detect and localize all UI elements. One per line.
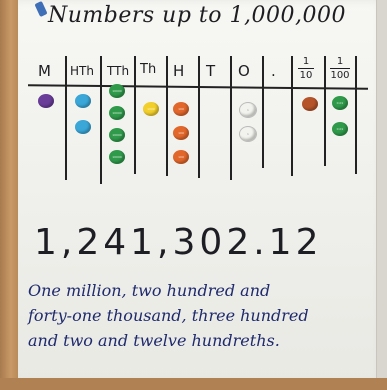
place-value-counter: 100: [173, 150, 189, 164]
place-value-counter: 0.01: [332, 122, 348, 136]
column-header-decimal-point: .: [271, 62, 276, 80]
column-header-o: O: [238, 62, 250, 80]
place-value-counter: [75, 120, 91, 134]
place-value-counter: 10000: [109, 128, 125, 142]
column-header-hundredths: [330, 56, 350, 81]
column-header-th: Th: [140, 62, 157, 77]
place-value-counter: 1: [239, 102, 257, 118]
place-value-counter: 1000: [143, 102, 159, 116]
place-value-counter: 10000: [109, 84, 125, 98]
tenths-denominator: 10: [299, 70, 313, 81]
place-value-counter: [38, 94, 54, 108]
wooden-frame-bottom: [0, 378, 387, 390]
hundredths-denominator: 100: [330, 70, 350, 81]
wooden-frame-left: [0, 0, 18, 390]
place-value-counter: 0.01: [332, 96, 348, 110]
place-value-counter: [75, 94, 91, 108]
column-divider: [291, 56, 293, 176]
column-header-hth: HTh: [70, 64, 94, 78]
column-divider: [134, 56, 136, 174]
column-divider: [230, 56, 232, 180]
column-divider: [65, 56, 67, 180]
column-divider: [100, 56, 102, 184]
words-line: and two and twelve hundreths.: [28, 331, 280, 350]
column-header-h: H: [173, 62, 185, 80]
tenths-numerator: 1: [302, 56, 310, 67]
column-divider: [324, 56, 326, 166]
written-number: 1,241,302.12: [34, 222, 323, 263]
place-value-counter: 100: [173, 126, 189, 140]
poster-title: Numbers up to 1,000,000: [48, 3, 346, 28]
column-header-tenths: [298, 56, 314, 81]
column-divider: [262, 56, 264, 168]
place-value-counter: [302, 97, 318, 111]
column-header-t: T: [206, 62, 216, 80]
column-header-tth: TTh: [107, 64, 130, 78]
column-divider: [198, 56, 200, 178]
hundredths-numerator: 1: [336, 56, 344, 67]
words-line: One million, two hundred and: [28, 281, 271, 300]
place-value-counter: 1: [239, 126, 257, 142]
number-in-words: [28, 278, 384, 353]
place-value-counter: 10000: [109, 150, 125, 164]
words-line: forty-one thousand, three hundred: [28, 306, 309, 325]
place-value-counter: 10000: [109, 106, 125, 120]
column-header-m: M: [38, 62, 51, 80]
column-divider: [166, 56, 168, 176]
column-divider: [355, 56, 357, 174]
place-value-counter: 100: [173, 102, 189, 116]
